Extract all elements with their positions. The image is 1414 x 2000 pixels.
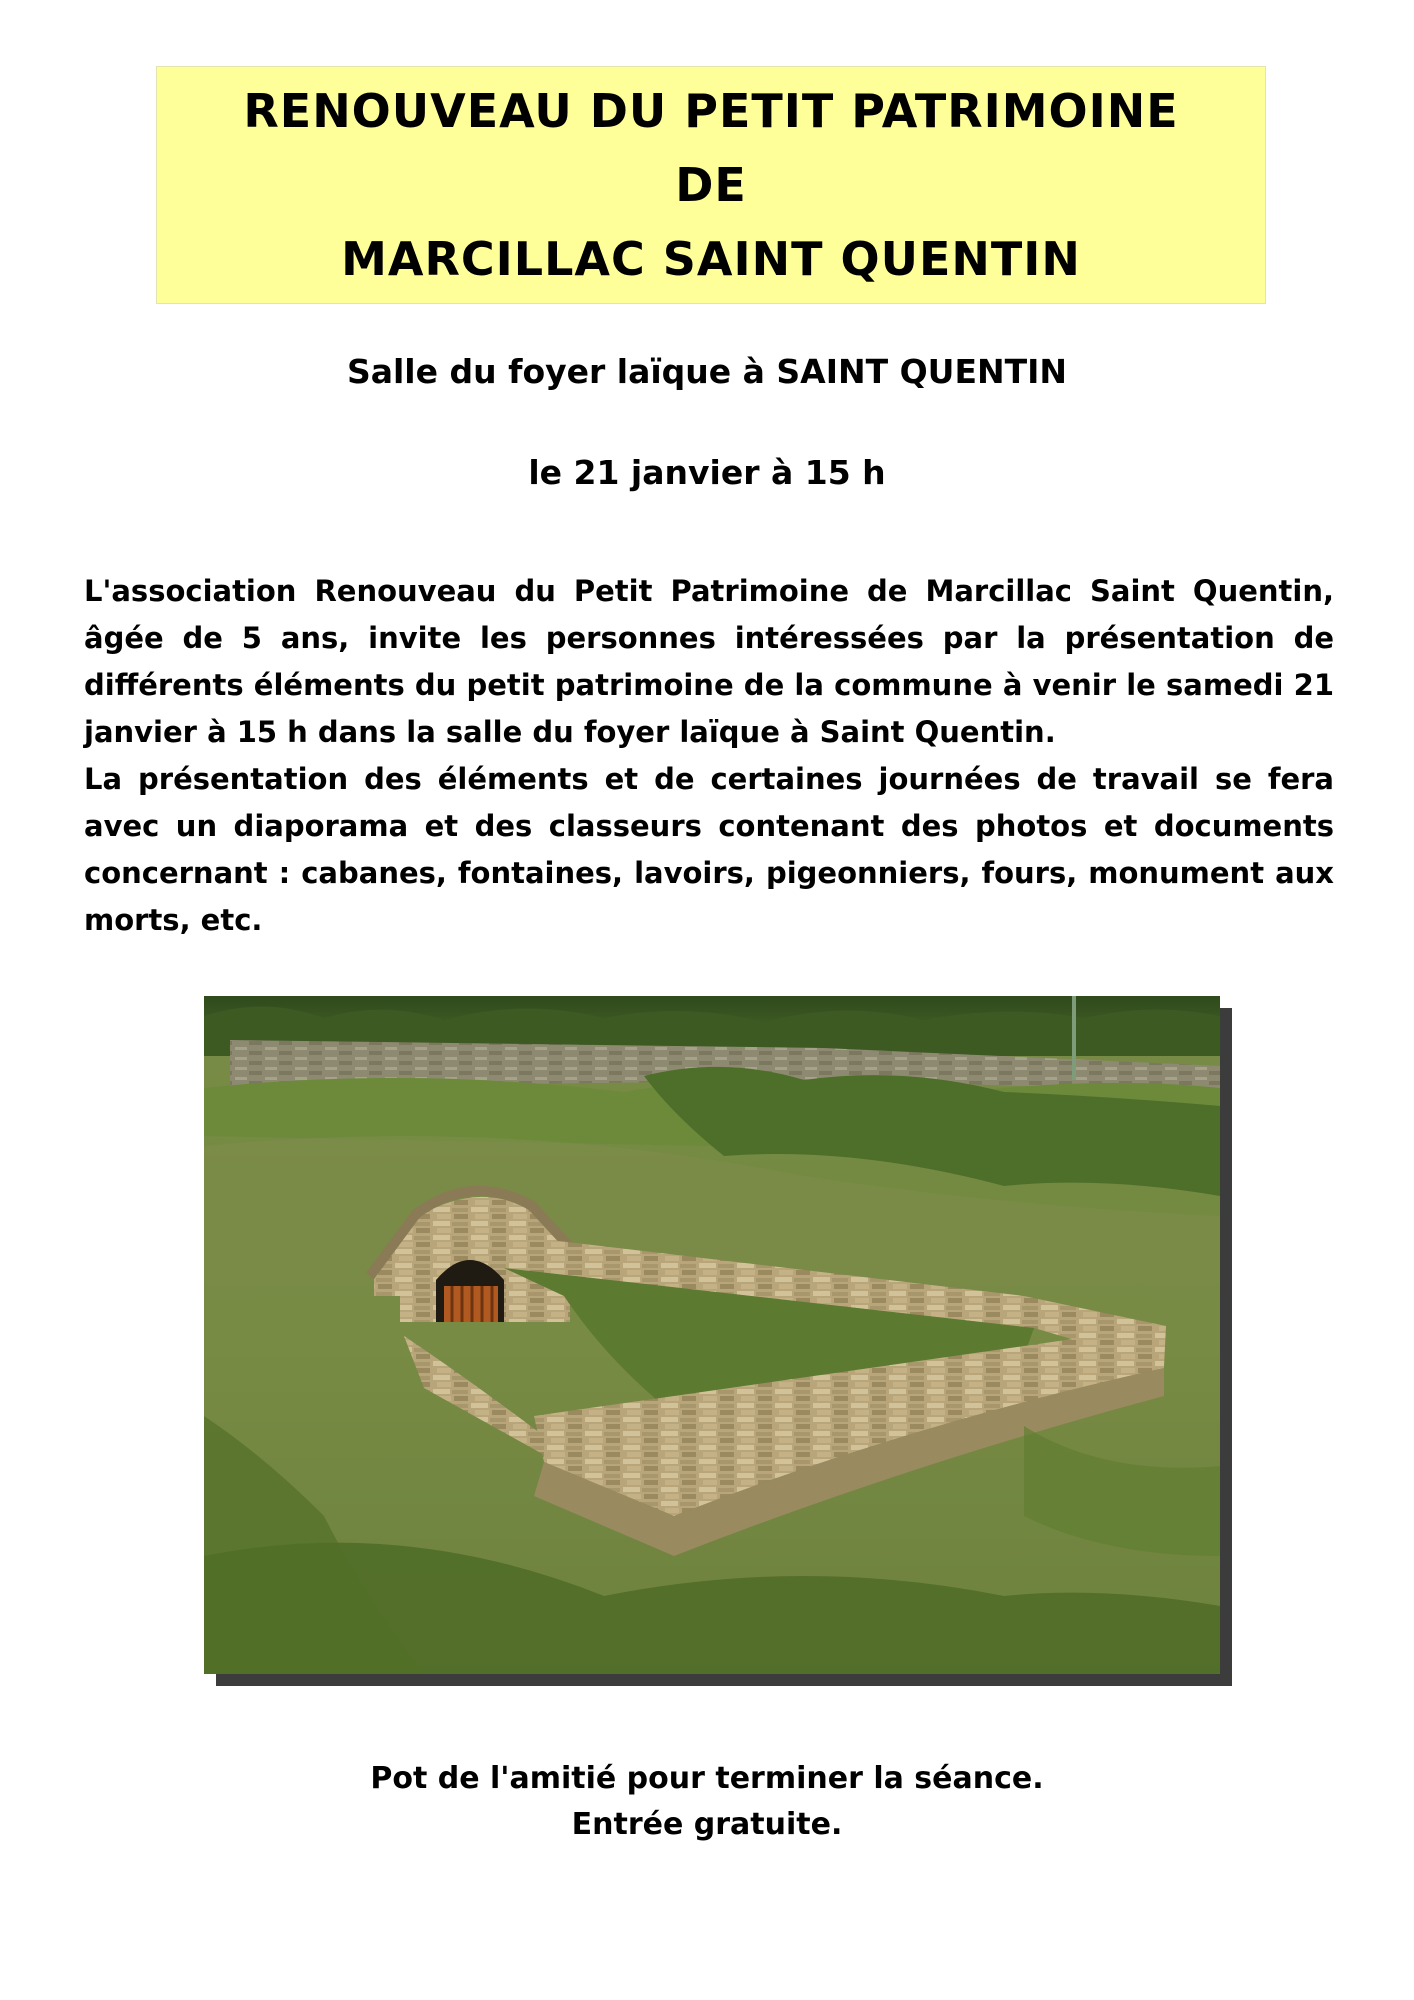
closing-note: Pot de l'amitié pour terminer la séance. (370, 1761, 1044, 1796)
invitation-text (84, 568, 1334, 944)
fountain-photo (204, 996, 1220, 1674)
event-date: le 21 janvier à 15 h (528, 453, 886, 492)
title-line-3: MARCILLAC SAINT QUENTIN (341, 232, 1081, 286)
invitation-paragraph-2: La présentation des éléments et de certaines journées de travail se fera avec un diaporama et des classeurs contenant des photos et documents concernant : cabanes, fontaines, lavoirs, pigeonniers, fours, monument aux morts, etc. (84, 762, 1334, 937)
invitation-paragraph-1: L'association Renouveau du Petit Patrimoine de Marcillac Saint Quentin, âgée de 5 ans, invite les personnes intéressées par la présentation de différents éléments du petit patrimoine de la commune à venir le samedi 21 janvier à 15 h dans la salle du foyer laïque à Saint Quentin. (84, 574, 1334, 749)
free-entry-note: Entrée gratuite. (571, 1807, 843, 1842)
title-line-2: DE (675, 158, 747, 212)
title-line-1: RENOUVEAU DU PETIT PATRIMOINE (243, 84, 1179, 138)
title-banner (156, 66, 1266, 304)
fountain-illustration (204, 996, 1220, 1674)
photo-frame (204, 996, 1220, 1674)
event-venue: Salle du foyer laïque à SAINT QUENTIN (346, 352, 1068, 391)
